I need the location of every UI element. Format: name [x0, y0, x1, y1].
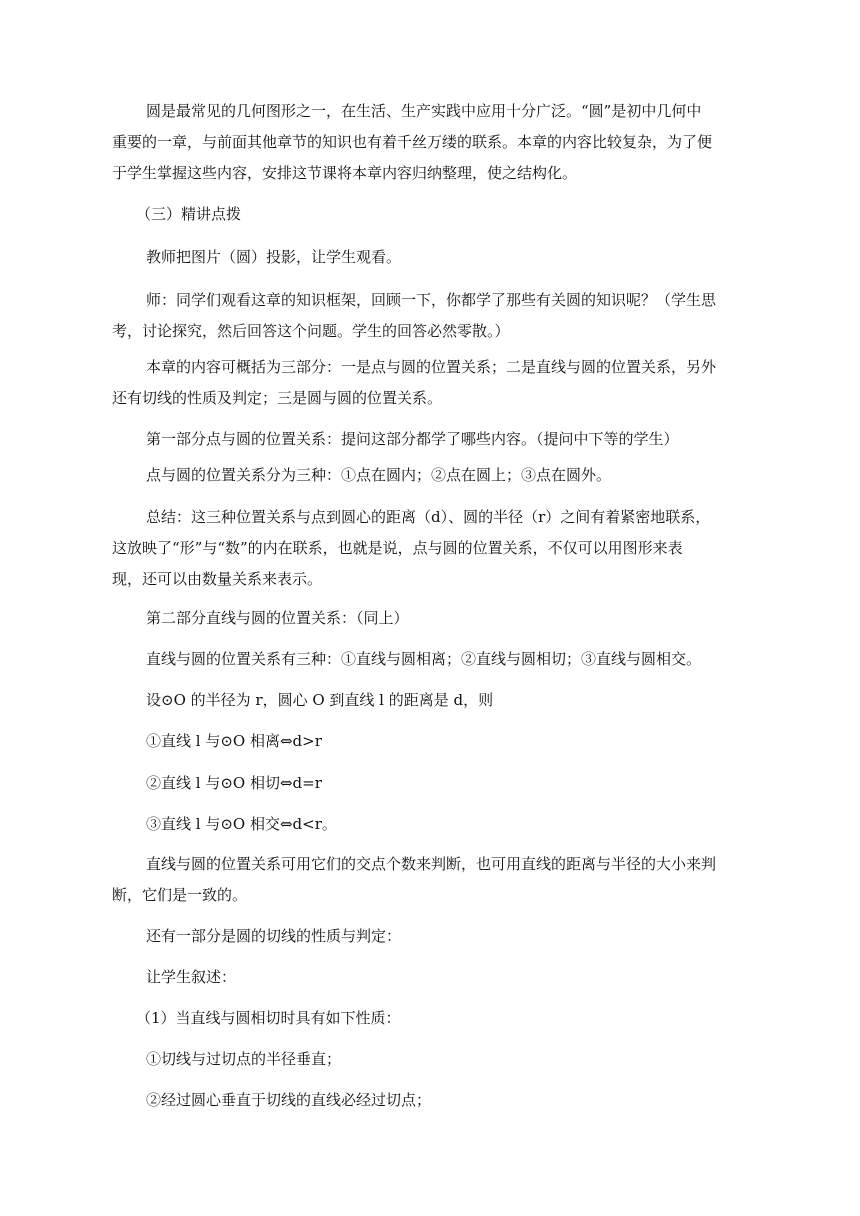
text-line: 还有切线的性质及判定；三是圆与圆的位置关系。 [112, 389, 443, 407]
judgement-paragraph [112, 849, 732, 911]
text-line: 现，还可以由数量关系来表示。 [112, 570, 323, 588]
text-line: 第一部分点与圆的位置关系：提问这部分都学了哪些内容。（提问中下等的学生） [146, 430, 679, 448]
text-line: 这放映了“形”与“数”的内在联系，也就是说，点与圆的位置关系，不仅可以用图形来表 [112, 539, 683, 557]
tangent-property-heading [112, 1003, 732, 1034]
text-line: 直线与圆的位置关系有三种：①直线与圆相离；②直线与圆相切；③直线与圆相交。 [146, 650, 702, 668]
teacher-question-paragraph [112, 285, 732, 347]
student-narrate-paragraph [112, 962, 732, 993]
text-line: 于学生掌握这些内容，安排这节课将本章内容归纳整理，使之结构化。 [112, 164, 578, 182]
part-two-paragraph [112, 603, 732, 634]
tangent-property-one [112, 1044, 732, 1075]
text-line: 总结：这三种位置关系与点到圆心的距离（d）、圆的半径（r）之间有着紧密地联系， [146, 508, 711, 526]
text-line: 师：同学们观看这章的知识框架，回顾一下，你都学了那些有关圆的知识呢？（学生思 [146, 291, 717, 309]
text-line: 还有一部分是圆的切线的性质与判定： [146, 927, 402, 945]
text-line: 第二部分直线与圆的位置关系：（同上） [146, 609, 409, 627]
text-line: 点与圆的位置关系分为三种：①点在圆内；②点在圆上；③点在圆外。 [146, 466, 612, 484]
text-line: 本章的内容可概括为三部分：一是点与圆的位置关系；二是直线与圆的位置关系，另外 [146, 358, 717, 376]
text-line: 重要的一章，与前面其他章节的知识也有着千丝万缕的联系。本章的内容比较复杂，为了便 [112, 133, 713, 151]
teacher-action-paragraph [112, 242, 732, 273]
text-line: 圆是最常见的几何图形之一，在生活、生产实践中应用十分广泛。“圆”是初中几何中 [146, 102, 702, 120]
text-line: ①切线与过切点的半径垂直； [146, 1050, 342, 1068]
chapter-summary-paragraph [112, 352, 732, 414]
relation-intersect [112, 809, 732, 840]
text-line: 考，讨论探究，然后回答这个问题。学生的回答必然零散。） [112, 322, 510, 340]
text-line: （1）当直线与圆相切时具有如下性质： [136, 1009, 401, 1027]
definition-paragraph [112, 685, 732, 716]
line-circle-paragraph [112, 644, 732, 675]
text-line: 直线与圆的位置关系可用它们的交点个数来判断，也可用直线的距离与半径的大小来判 [146, 855, 717, 873]
part-one-paragraph [112, 424, 732, 455]
tangent-property-two [112, 1085, 732, 1116]
text-line: 设⊙O 的半径为 r，圆心 O 到直线 l 的距离是 d，则 [146, 691, 494, 709]
conclusion-paragraph [112, 502, 732, 595]
text-line: ①直线 l 与⊙O 相离⇔d>r [146, 732, 322, 750]
tangent-intro-paragraph [112, 921, 732, 952]
text-line: ②直线 l 与⊙O 相切⇔d=r [146, 774, 322, 792]
section-heading [112, 199, 732, 230]
text-line: ③直线 l 与⊙O 相交⇔d<r。 [146, 815, 337, 833]
text-line: ②经过圆心垂直于切线的直线必经过切点； [146, 1091, 432, 1109]
text-line: 断，它们是一致的。 [112, 886, 248, 904]
relation-tangent [112, 768, 732, 799]
text-line: 教师把图片（圆）投影，让学生观看。 [146, 248, 402, 266]
point-circle-paragraph [112, 460, 732, 491]
text-line: （三）精讲点拨 [136, 205, 242, 223]
text-line: 让学生叙述： [146, 968, 237, 986]
intro-paragraph [112, 96, 732, 189]
relation-separate [112, 726, 732, 757]
